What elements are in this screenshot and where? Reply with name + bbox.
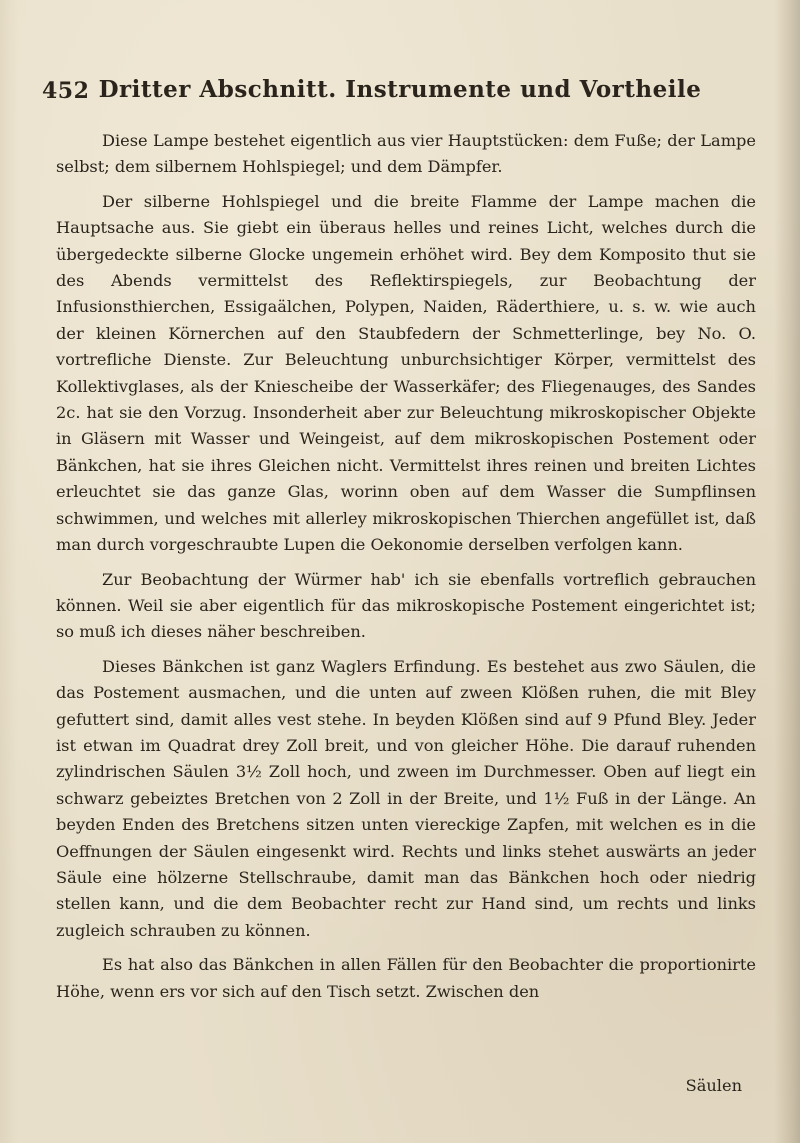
- catchword: Säulen: [685, 1076, 742, 1095]
- page-left-edge: [0, 0, 18, 1143]
- paragraph-worms: Zur Beobachtung der Würmer hab' ich sie ebenfalls vortreflich gebrauchen können. Weil sie aber eigentlich für das mikroskopische Postement eingerichtet ist; so muß ich dieses näher beschreiben.: [56, 569, 756, 642]
- paragraph-lamp-parts: Diese Lampe bestehet eigentlich aus vier Hauptstücken: dem Fuße; der Lampe selbst; dem silbernem Hohlspiegel; und dem Dämpfer.: [56, 131, 756, 177]
- paragraph-bench: Dieses Bänkchen ist ganz Waglers Erfindung. Es bestehet aus zwo Säulen, die das Postement ausmachen, und die unten auf zween Klößen ruhen, die mit Bley gefuttert sind, damit alles vest stehe. In beyden Klößen sind auf 9 Pfund Bley. Jeder ist etwan im Quadrat drey Zoll breit, und von gleicher Höhe. Die darauf ruhenden zylindrischen Säulen 3½ Zoll hoch, und zween im Durchmesser. Oben auf liegt ein schwarz gebeiztes Bretchen von 2 Zoll in der Breite, und 1½ Fuß in der Länge. An beyden Enden des Bretchens sitzen unten viereckige Zapfen, mit welchen es in die Oeffnungen der Säulen eingesenkt wird. Rechts und links stehet auswärts an jeder Säule eine hölzerne Stellschraube, damit man das Bänkchen hoch oder niedrig stellen kann, und die dem Beobachter recht zur Hand sind, um rechts und links zugleich schrauben zu können.: [56, 656, 756, 940]
- page-number: 452: [42, 78, 90, 104]
- paragraph-mirror-light: Der silberne Hohlspiegel und die breite Flamme der Lampe machen die Hauptsache aus. Sie giebt ein überaus helles und reines Licht, welches durch die übergedeckte silberne Glocke ungemein erhöhet wird. Bey dem Komposito thut sie des Abends vermittelst des Reflektirspiegels, zur Beobachtung der Infusionsthierchen, Essigaälchen, Polypen, Naiden, Räderthiere, u. s. w. wie auch der kleinen Körnerchen auf den Staubfedern der Schmetterlinge, bey No. O. vortrefliche Dienste. Zur Beleuchtung unburchsichtiger Körper, vermittelst des Kollektivglases, als der Kniescheibe der Wasserkäfer; des Fliegenauges, des Sandes 2c. hat sie den Vorzug. Insonderheit aber zur Beleuchtung mikroskopischer Objekte in Gläsern mit Wasser und Weingeist, auf dem mikroskopischen Postement oder Bänkchen, hat sie ihres Gleichen nicht. Vermittelst ihres reinen und breiten Lichtes erleuchtet sie das ganze Glas, worinn oben auf dem Wasser die Sumpflinsen schwimmen, und welches mit allerley mikroskopischen Thierchen angefüllet ist, daß man durch vorgeschraubte Lupen die Oekonomie derselben verfolgen kann.: [56, 191, 756, 555]
- running-title: Dritter Abschnitt. Instrumente und Vortheile: [98, 76, 702, 103]
- text-body: [56, 128, 756, 1013]
- page-header: [42, 70, 758, 110]
- paragraph-height: Es hat also das Bänkchen in allen Fällen für den Beobachter die proportionirte Höhe, wenn ers vor sich auf den Tisch setzt. Zwischen den: [56, 955, 756, 1001]
- page-binding-shadow: [774, 0, 800, 1143]
